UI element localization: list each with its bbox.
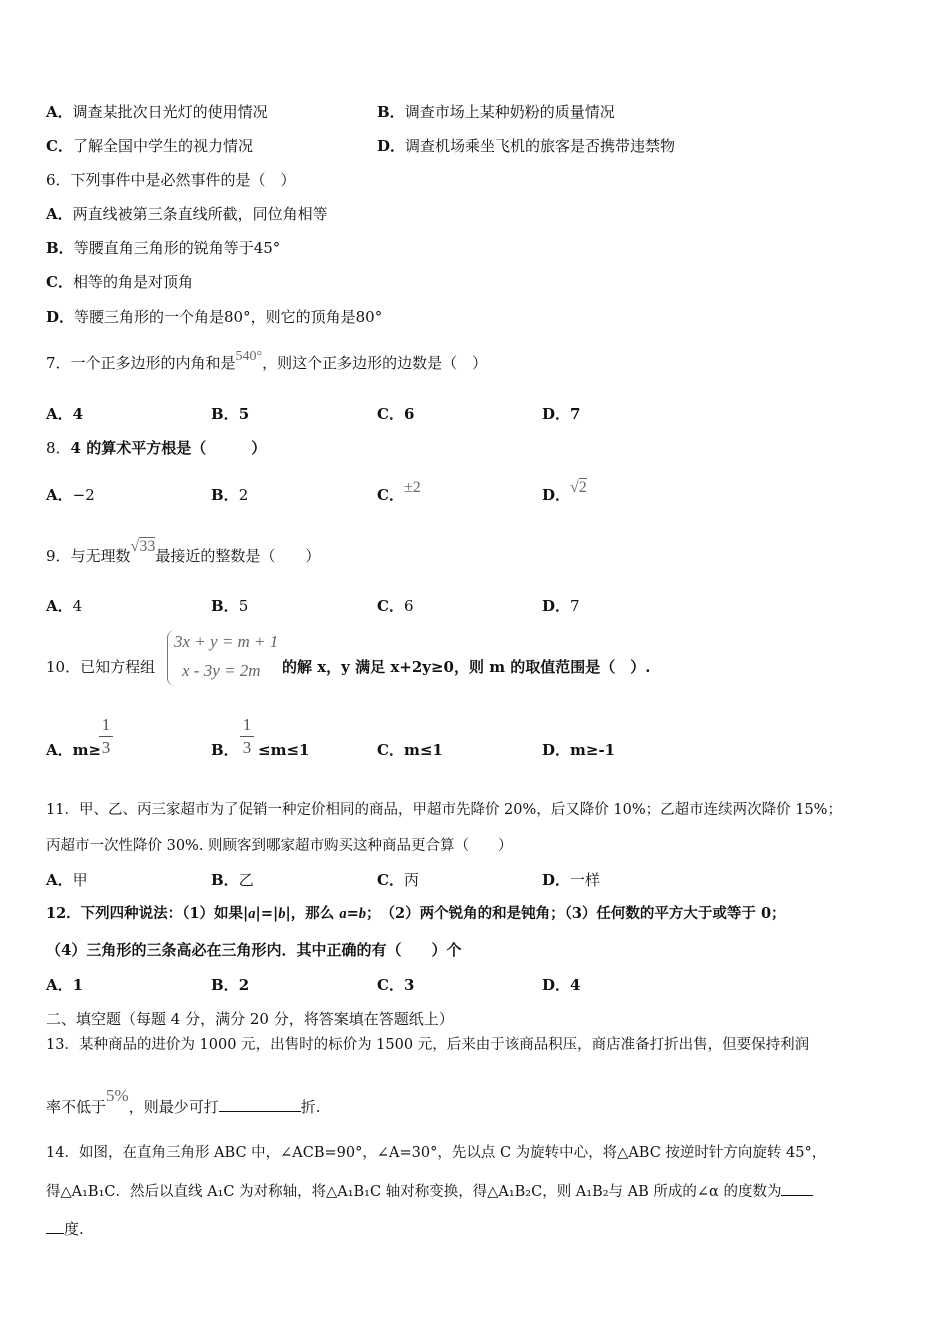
q12-line-1: 12．下列四种说法：（1）如果|a|=|b|，那么 a=b； （2）两个锐角的和是钝角；（3）任何数的平方大于或等于 0；	[46, 905, 786, 922]
q8-option-a: A．−2	[46, 486, 95, 504]
section-heading: 二、填空题（每题 4 分，满分 20 分，将答案填在答题纸上）	[46, 1010, 454, 1028]
q7-option-b: B．5	[211, 405, 250, 423]
q8-stem: 8．4 的算术平方根是（ ）	[46, 439, 267, 457]
q5-option-c: C．了解全国中学生的视力情况	[46, 137, 253, 155]
q9-option-b: B．5	[211, 597, 249, 615]
fraction-one-third-b: 1 3	[240, 716, 254, 757]
q11-option-a: A．甲	[46, 871, 88, 889]
q10-number: 10．已知方程组	[46, 658, 156, 676]
q9-option-d: D．7	[542, 597, 580, 615]
equation-1: 3x + y = m + 1	[174, 632, 279, 651]
q9-stem: 9．与无理数√33最接近的整数是（ ）	[46, 538, 321, 565]
q11-option-d: D．一样	[542, 871, 601, 889]
q12-option-b: B．2	[211, 976, 250, 994]
q10-option-c: C．m≤1	[377, 741, 443, 759]
q5-option-b: B．调查市场上某种奶粉的质量情况	[377, 103, 615, 121]
q10-option-b: ≤m≤1	[258, 741, 310, 759]
q12-option-a: A．1	[46, 976, 84, 994]
sqrt33: √33	[130, 538, 156, 555]
q10-option-a: A．m≥	[46, 741, 102, 759]
q6-option-b: B．等腰直角三角形的锐角等于45°	[46, 239, 281, 257]
q13-answer-blank[interactable]	[219, 1097, 301, 1112]
q13-line-1: 13．某种商品的进价为 1000 元，出售时的标价为 1500 元，后来由于该商品积压，商店准备打折出售，但要保持利润	[46, 1037, 810, 1053]
q7-option-d: D．7	[542, 405, 581, 423]
q14-line-3: 度.	[46, 1219, 84, 1239]
q11-line-2: 丙超市一次性降价 30%. 则顾客到哪家超市购买这种商品更合算（ ）	[46, 838, 513, 854]
equation-2: x - 3y = 2m	[182, 661, 261, 680]
q13-line-2: 率不低于5%，则最少可打 折.	[46, 1086, 321, 1116]
sqrt2: √2	[570, 479, 587, 496]
q6-option-a: A．两直线被第三条直线所截，同位角相等	[46, 205, 328, 223]
q10-option-d: D．m≥-1	[542, 741, 616, 759]
q12-option-c: C．3	[377, 976, 415, 994]
q7-stem: 7．一个正多边形的内角和是540°，则这个正多边形的边数是（ ）	[46, 349, 488, 372]
q5-option-d: D．调查机场乘坐飞机的旅客是否携带违禁物	[377, 137, 676, 155]
q5-option-a: A．调查某批次日光灯的使用情况	[46, 103, 268, 121]
q14-line-1: 14．如图，在直角三角形 ABC 中，∠ACB=90°，∠A=30°，先以点 C 为旋转中心，将△ABC 按逆时针方向旋转 45°，	[46, 1145, 827, 1161]
q8-option-c: C．±2	[377, 479, 421, 504]
q14-answer-blank-b[interactable]	[46, 1219, 64, 1234]
q6-stem: 6．下列事件中是必然事件的是（ ）	[46, 171, 296, 189]
q8-option-b: B．2	[211, 486, 249, 504]
q7-math: 540°	[235, 349, 263, 364]
q10-option-b-label: B．	[211, 741, 239, 759]
q9-option-a: A．4	[46, 597, 83, 615]
fraction-one-third-a: 1 3	[99, 716, 113, 757]
q11-option-c: C．丙	[377, 871, 419, 889]
q14-answer-blank-a[interactable]	[781, 1181, 813, 1196]
q12-line-2: （4）三角形的三条高必在三角形内．其中正确的有（ ）个	[46, 941, 462, 959]
q7-option-c: C．6	[377, 405, 415, 423]
q9-option-c: C．6	[377, 597, 414, 615]
q11-option-b: B．乙	[211, 871, 254, 889]
q12-option-d: D．4	[542, 976, 581, 994]
q7-option-a: A．4	[46, 405, 84, 423]
q11-line-1: 11．甲、乙、丙三家超市为了促销一种定价相同的商品，甲超市先降价 20%，后又降价 10%；乙超市连续两次降价 15%；	[46, 802, 842, 818]
q8-option-d: D．√2	[542, 479, 587, 504]
q6-option-d: D．等腰三角形的一个角是80°，则它的顶角是80°	[46, 308, 383, 326]
q14-line-2: 得△A₁B₁C．然后以直线 A₁C 为对称轴，将△A₁B₁C 轴对称变换，得△A₁B₂C，则 A₁B₂与 AB 所成的∠α 的度数为	[46, 1181, 813, 1202]
q10-stem: 的解 x，y 满足 x+2y≥0，则 m 的取值范围是（ ）.	[282, 658, 651, 676]
q6-option-c: C．相等的角是对顶角	[46, 273, 193, 291]
